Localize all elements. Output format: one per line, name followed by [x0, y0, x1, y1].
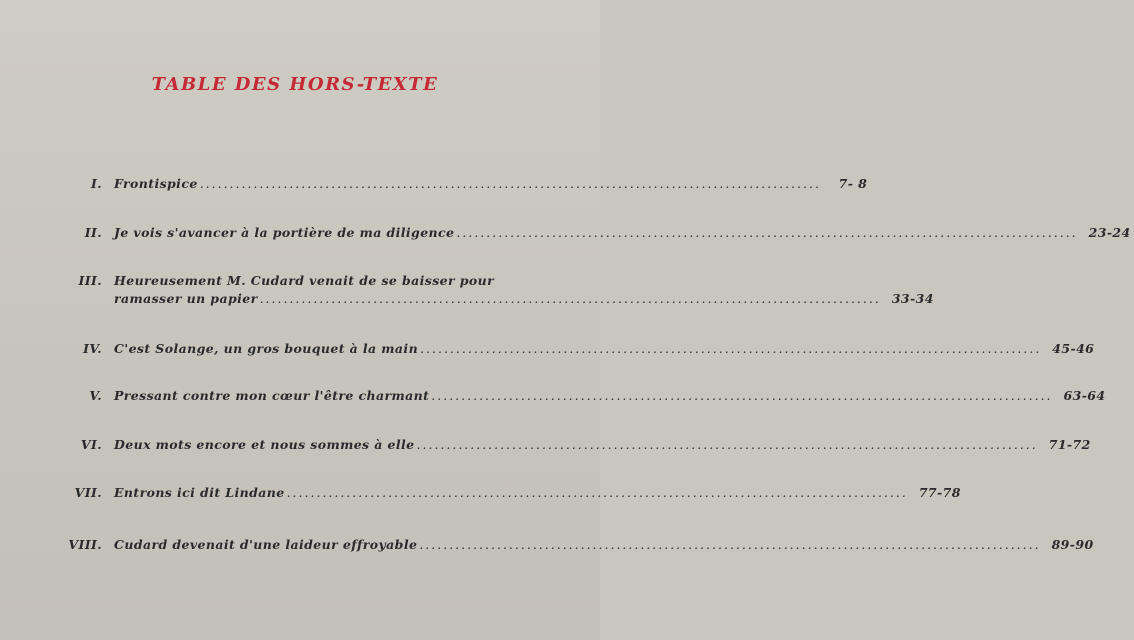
entry-number: VI.: [80, 437, 102, 452]
entry-number: VII.: [74, 485, 102, 500]
entry-pages: 23-24: [1088, 225, 1131, 240]
entry-caption: Entrons ici dit Lindane: [114, 485, 285, 500]
entry-caption: C'est Solange, un gros bouquet à la main: [114, 341, 419, 356]
dot-leader: ........................................................................................................: [259, 291, 881, 306]
entry-number: III.: [78, 273, 102, 288]
entry-number: VIII.: [68, 537, 102, 552]
entry-pages: 77-78: [918, 485, 961, 500]
dot-leader: ........................................................................................................: [420, 341, 1042, 356]
entry-caption: Cudard devenait d'une laideur effroyable: [114, 537, 418, 552]
entry-pages: 63-64: [1063, 388, 1106, 403]
toc-entry-5: [50, 388, 1106, 406]
dot-leader: ........................................................................................................: [286, 485, 908, 500]
toc-entry-2: [50, 225, 1131, 243]
toc-entry-4: [50, 341, 1095, 359]
entry-caption: Je vois s'avancer à la portière de ma diligence: [114, 225, 455, 240]
dot-leader: ........................................................................................................: [199, 176, 821, 191]
dot-leader: ........................................................................................................: [431, 388, 1053, 403]
entry-pages: 71-72: [1048, 437, 1091, 452]
entry-pages: 89-90: [1051, 537, 1094, 552]
entry-number: I.: [91, 176, 102, 191]
toc-entry-6: [50, 437, 1091, 455]
entry-pages: 7- 8: [838, 176, 868, 191]
entry-caption: Heureusement M. Cudard venait de se baisser pour: [114, 273, 495, 288]
toc-entry-8: [50, 537, 1094, 555]
page-title: TABLE DES HORS-TEXTE: [151, 74, 439, 95]
entry-caption: Frontispice: [114, 176, 198, 191]
entry-number: IV.: [83, 341, 102, 356]
entry-pages: 33-34: [891, 291, 934, 306]
entry-caption: Pressant contre mon cœur l'être charmant: [114, 388, 430, 403]
entry-number: II.: [84, 225, 102, 240]
dot-leader: ........................................................................................................: [416, 437, 1038, 452]
entry-pages: 45-46: [1052, 341, 1095, 356]
entry-caption-continued: ramasser un papier: [114, 291, 258, 306]
toc-entry-7: [50, 485, 961, 503]
toc-entry-1: [50, 176, 868, 194]
entry-number: V.: [89, 388, 102, 403]
dot-leader: ........................................................................................................: [456, 225, 1078, 240]
dot-leader: ........................................................................................................: [419, 537, 1041, 552]
toc-entry-3: [50, 273, 934, 309]
entry-caption: Deux mots encore et nous sommes à elle: [114, 437, 415, 452]
